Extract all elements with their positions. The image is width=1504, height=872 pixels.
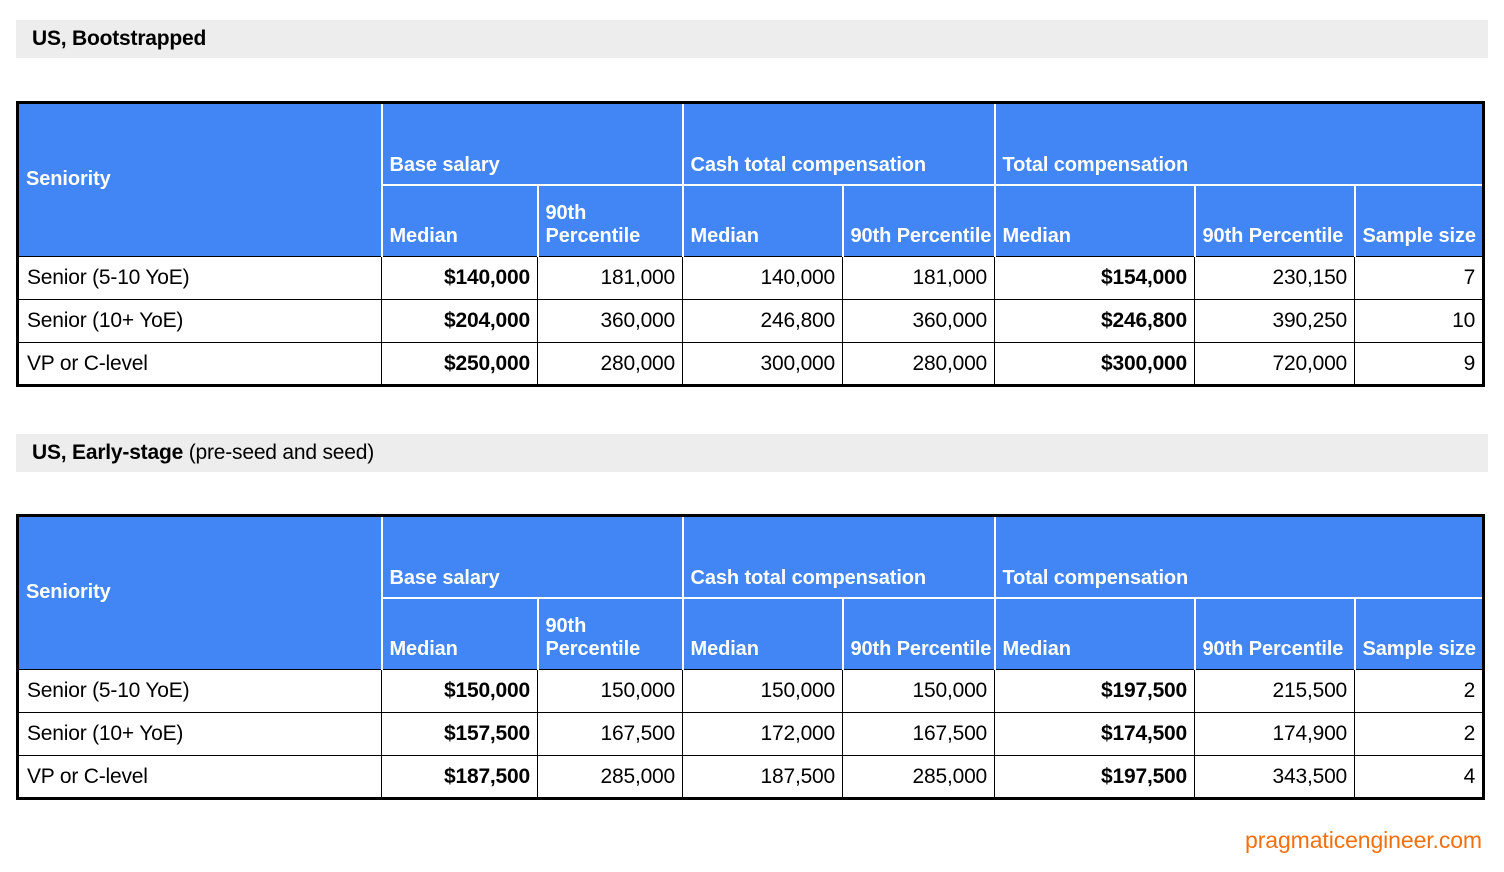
cell-total-median: $300,000 bbox=[995, 343, 1195, 386]
cell-total-p90: 230,150 bbox=[1195, 257, 1355, 300]
column-header-total-median: Median bbox=[995, 598, 1195, 670]
cell-cash-p90: 167,500 bbox=[843, 713, 995, 756]
cell-base-median: $204,000 bbox=[382, 300, 538, 343]
cell-cash-p90: 285,000 bbox=[843, 756, 995, 799]
table-row bbox=[18, 713, 1484, 756]
cell-cash-median: 150,000 bbox=[683, 670, 843, 713]
cell-sample-size: 7 bbox=[1355, 257, 1484, 300]
column-header-base-median: Median bbox=[382, 598, 538, 670]
table-group-header-row bbox=[18, 103, 1484, 185]
cell-sample-size: 2 bbox=[1355, 713, 1484, 756]
column-header-cash-median: Median bbox=[683, 185, 843, 257]
column-header-sample-size: Sample size bbox=[1355, 185, 1484, 257]
column-header-cash-p90: 90th Percentile bbox=[843, 185, 995, 257]
cell-total-median: $174,500 bbox=[995, 713, 1195, 756]
cell-total-median: $154,000 bbox=[995, 257, 1195, 300]
cell-total-p90: 174,900 bbox=[1195, 713, 1355, 756]
cell-seniority: Senior (5-10 YoE) bbox=[18, 257, 382, 300]
section-heading-rest: (pre-seed and seed) bbox=[183, 441, 375, 464]
cell-total-p90: 390,250 bbox=[1195, 300, 1355, 343]
section-heading-early-stage bbox=[16, 434, 1488, 472]
cell-cash-median: 187,500 bbox=[683, 756, 843, 799]
table-row bbox=[18, 343, 1484, 386]
cell-cash-p90: 280,000 bbox=[843, 343, 995, 386]
column-group-base-salary: Base salary bbox=[382, 103, 683, 185]
cell-base-median: $187,500 bbox=[382, 756, 538, 799]
column-header-base-median: Median bbox=[382, 185, 538, 257]
cell-base-p90: 285,000 bbox=[538, 756, 683, 799]
column-group-total-compensation: Total compensation bbox=[995, 103, 1484, 185]
column-header-total-median: Median bbox=[995, 185, 1195, 257]
cell-base-median: $150,000 bbox=[382, 670, 538, 713]
cell-cash-median: 246,800 bbox=[683, 300, 843, 343]
table-group-header-row bbox=[18, 516, 1484, 598]
column-header-total-p90: 90th Percentile bbox=[1195, 598, 1355, 670]
table-row bbox=[18, 257, 1484, 300]
column-header-total-p90: 90th Percentile bbox=[1195, 185, 1355, 257]
table-head bbox=[18, 516, 1484, 670]
column-header-sample-size: Sample size bbox=[1355, 598, 1484, 670]
table-row bbox=[18, 300, 1484, 343]
cell-sample-size: 4 bbox=[1355, 756, 1484, 799]
column-group-cash-total-compensation: Cash total compensation bbox=[683, 103, 995, 185]
cell-base-p90: 360,000 bbox=[538, 300, 683, 343]
cell-base-median: $140,000 bbox=[382, 257, 538, 300]
cell-base-p90: 150,000 bbox=[538, 670, 683, 713]
cell-cash-median: 300,000 bbox=[683, 343, 843, 386]
compensation-table-bootstrapped bbox=[16, 101, 1485, 387]
watermark-pragmaticengineer: pragmaticengineer.com bbox=[1245, 827, 1482, 853]
cell-sample-size: 9 bbox=[1355, 343, 1484, 386]
cell-seniority: VP or C-level bbox=[18, 343, 382, 386]
cell-seniority: Senior (10+ YoE) bbox=[18, 713, 382, 756]
cell-base-median: $250,000 bbox=[382, 343, 538, 386]
cell-seniority: VP or C-level bbox=[18, 756, 382, 799]
section-heading-strong: US, Bootstrapped bbox=[32, 27, 207, 50]
table-body bbox=[18, 670, 1484, 799]
cell-cash-median: 140,000 bbox=[683, 257, 843, 300]
cell-sample-size: 2 bbox=[1355, 670, 1484, 713]
cell-sample-size: 10 bbox=[1355, 300, 1484, 343]
cell-seniority: Senior (10+ YoE) bbox=[18, 300, 382, 343]
cell-base-median: $157,500 bbox=[382, 713, 538, 756]
cell-base-p90: 167,500 bbox=[538, 713, 683, 756]
cell-base-p90: 181,000 bbox=[538, 257, 683, 300]
cell-total-p90: 343,500 bbox=[1195, 756, 1355, 799]
section-heading-bootstrapped bbox=[16, 20, 1488, 58]
cell-total-median: $197,500 bbox=[995, 756, 1195, 799]
cell-base-p90: 280,000 bbox=[538, 343, 683, 386]
column-header-base-p90: 90th Percentile bbox=[538, 598, 683, 670]
column-group-cash-total-compensation: Cash total compensation bbox=[683, 516, 995, 598]
column-header-seniority: Seniority bbox=[18, 516, 382, 670]
column-header-cash-p90: 90th Percentile bbox=[843, 598, 995, 670]
cell-total-p90: 720,000 bbox=[1195, 343, 1355, 386]
cell-total-median: $197,500 bbox=[995, 670, 1195, 713]
section-heading-strong: US, Early-stage bbox=[32, 441, 184, 464]
cell-total-p90: 215,500 bbox=[1195, 670, 1355, 713]
column-group-total-compensation: Total compensation bbox=[995, 516, 1484, 598]
cell-cash-p90: 150,000 bbox=[843, 670, 995, 713]
column-header-base-p90: 90th Percentile bbox=[538, 185, 683, 257]
cell-cash-p90: 181,000 bbox=[843, 257, 995, 300]
column-group-base-salary: Base salary bbox=[382, 516, 683, 598]
cell-cash-p90: 360,000 bbox=[843, 300, 995, 343]
table-row bbox=[18, 756, 1484, 799]
table-body bbox=[18, 257, 1484, 386]
cell-cash-median: 172,000 bbox=[683, 713, 843, 756]
table-head bbox=[18, 103, 1484, 257]
compensation-table-early-stage bbox=[16, 514, 1485, 800]
table-row bbox=[18, 670, 1484, 713]
column-header-seniority: Seniority bbox=[18, 103, 382, 257]
column-header-cash-median: Median bbox=[683, 598, 843, 670]
cell-total-median: $246,800 bbox=[995, 300, 1195, 343]
cell-seniority: Senior (5-10 YoE) bbox=[18, 670, 382, 713]
